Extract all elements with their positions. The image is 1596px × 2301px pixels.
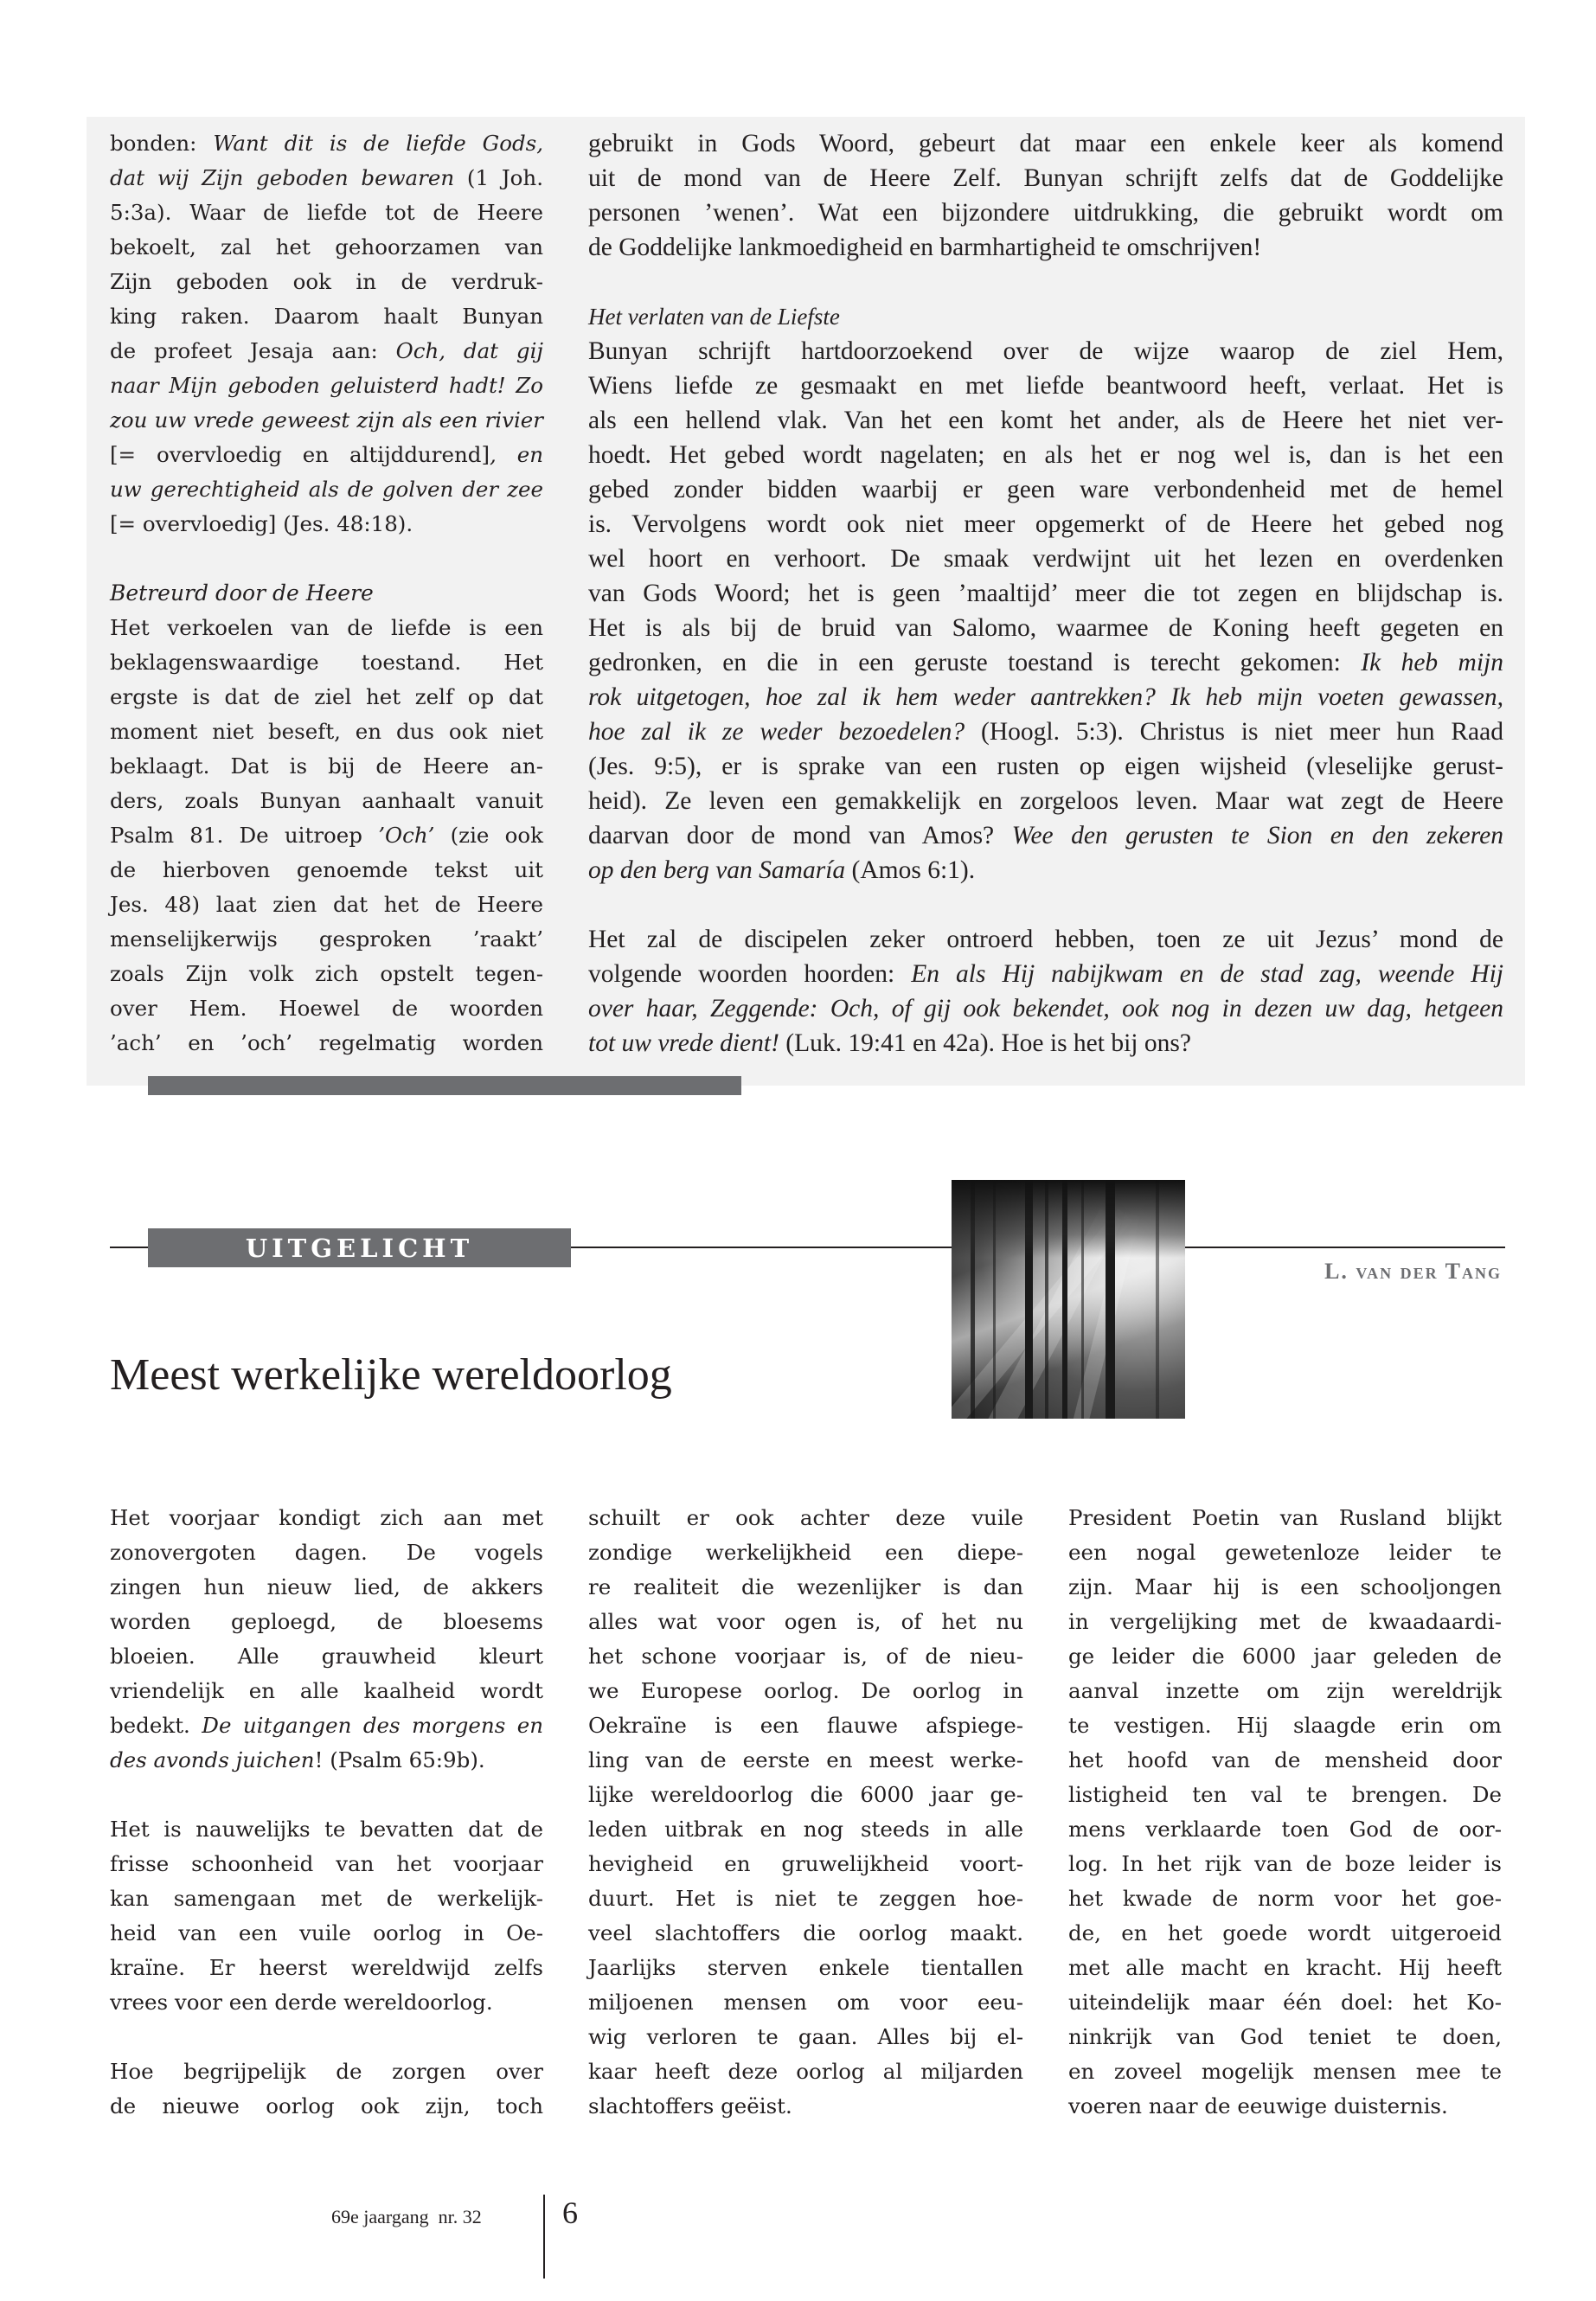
text-run: heid van een vuile oorlog in Oe- [110,1920,543,1945]
text-line [110,299,543,334]
text-line [1068,1639,1502,1674]
text-line [110,334,543,369]
text-line [110,472,543,507]
text-line [110,1026,543,1061]
text-run: gebed zonder bidden waarbij er geen ware verbondenheid met de hemel [588,476,1503,503]
text-line [1068,1570,1502,1605]
text-run: het kwade de norm voor het goe- [1068,1886,1502,1911]
text-run: Jes. 48) laat zien dat het de Heere [110,892,543,917]
italic-quote: uw gerechtigheid als de golven der zee [110,477,543,502]
text-run: vriendelijk en alle kaalheid wordt [110,1678,543,1703]
text-run: beklagenswaardige toestand. Het [110,650,543,675]
text-run: wel hoort en verhoort. De smaak verdwijnt uit het lezen en overdenken [588,545,1503,573]
text-run: zondige werkelijkheid een diepe- [588,1540,1023,1565]
text-line [1068,1535,1502,1570]
previous-article-left-column [110,126,543,1061]
text-line [110,1985,543,2020]
text-line [110,715,543,749]
text-run: worden geploegd, de bloesems [110,1609,543,1634]
italic-quote: , en [490,442,543,467]
text-run: het hoofd van de mensheid door [1068,1747,1502,1772]
text-line [1068,1778,1502,1812]
text-run: ’ach’ en ’och’ regelmatig worden [110,1030,543,1055]
text-line [110,1535,543,1570]
text-line [110,645,543,680]
text-line [588,2054,1023,2089]
text-line [1068,1605,1502,1639]
author-byline: L. van der Tang [1324,1259,1502,1284]
previous-article-right-column [588,126,1503,1061]
text-run: de nieuwe oorlog ook zijn, toch [110,2093,543,2118]
text-run: Oekraïne is een flauwe afspiege- [588,1713,1023,1738]
text-line [588,1605,1023,1639]
text-line [588,818,1503,853]
text-run: moment niet beseft, en dus ook niet [110,719,543,744]
italic-quote: Wee den gerusten te Sion en den zekeren [1011,822,1503,849]
tree-canopy [952,1180,1185,1258]
text-run: (Hoogl. 5:3). Christus is niet meer hun Raad [965,718,1503,746]
article-column-2 [588,1501,1023,2124]
text-run: frisse schoonheid van het voorjaar [110,1851,543,1876]
text-run: zonovergoten dagen. De vogels [110,1540,543,1565]
text-run: de Goddelijke lankmoedigheid en barmhartigheid te omschrijven! [588,234,1262,261]
text-run: vrees voor een derde wereldoorlog. [110,1990,493,2015]
text-run: we Europese oorlog. De oorlog in [588,1678,1023,1703]
text-line [110,2054,543,2089]
text-line [1068,1916,1502,1951]
text-line [110,749,543,784]
text-run: volgende woorden hoorden: [588,960,912,988]
text-line [110,1639,543,1674]
text-line [110,126,543,161]
paragraph-gap [110,2020,543,2054]
text-line [588,161,1503,195]
text-run: voeren naar de eeuwige duisternis. [1068,2093,1448,2118]
text-run: veel slachtoffers die oorlog maakt. [588,1920,1023,1945]
text-line [588,1674,1023,1708]
italic-quote: hoe zal ik ze weder bezoedelen? [588,718,965,746]
text-line [110,1570,543,1605]
text-line [588,611,1503,645]
text-line [110,1674,543,1708]
text-line [588,922,1503,957]
text-run: kraïne. Er heerst wereldwijd zelfs [110,1955,543,1980]
text-line [110,1847,543,1881]
text-line [110,1501,543,1535]
text-run: wig verloren te gaan. Alles bij el- [588,2024,1023,2049]
italic-quote: tot uw vrede dient! [588,1029,779,1057]
text-line [588,1501,1023,1535]
text-line [588,507,1503,542]
text-line [588,369,1503,403]
italic-quote: zou uw vrede geweest zijn als een rivier [110,407,543,433]
text-line [588,438,1503,472]
text-run: hoedt. Het gebed wordt nagelaten; en als het er nog wel is, dan is het een [588,441,1503,469]
text-run: Jaarlijks sterven enkele tientallen [588,1955,1023,1980]
text-run: Bunyan schrijft hartdoorzoekend over de wijze waarop de ziel Hem, [588,337,1503,365]
text-line [1068,1812,1502,1847]
text-line [588,1743,1023,1778]
text-run: Psalm 81. De uitroep [110,823,379,848]
text-run: als een hellend vlak. Van het een komt het ander, als de Heere het niet ver- [588,407,1503,434]
text-line [110,369,543,403]
text-run: personen ’wenen’. Wat een bijzondere uitdrukking, die gebruikt wordt om [588,199,1503,227]
text-run: met alle macht en kracht. Hij heeft [1068,1955,1502,1980]
paragraph-gap [110,1778,543,1812]
text-line [110,1708,543,1743]
text-line [110,1951,543,1985]
text-line [588,472,1503,507]
footer-divider [543,2195,545,2279]
text-run: [= overvloedig en altijddurend] [110,442,490,467]
text-line [588,230,1503,265]
text-run: gebruikt in Gods Woord, gebeurt dat maar een enkele keer als komend [588,130,1503,157]
text-run: 5:3a). Waar de liefde tot de Heere [110,200,543,225]
text-line [588,680,1503,715]
forest-photo [952,1180,1185,1419]
text-run: uit de mond van de Heere Zelf. Bunyan schrijft zelfs dat de Goddelijke [588,164,1503,192]
italic-quote: naar Mijn geboden geluisterd hadt! Zo [110,373,543,398]
text-run: Zijn geboden ook in de verdruk- [110,269,543,294]
text-run: bekoelt, zal het gehoorzamen van [110,234,543,260]
text-line [588,1881,1023,1916]
text-run: alles wat voor ogen is, of het nu [588,1609,1023,1634]
text-run: Het is nauwelijks te bevatten dat de [110,1817,543,1842]
text-run: een nogal gewetenloze leider te [1068,1540,1502,1565]
text-run: Wiens liefde ze gesmaakt en met liefde beantwoord heeft, verlaat. Het is [588,372,1503,400]
text-run: schuilt er ook achter deze vuile [588,1505,1023,1530]
paragraph-gap [588,888,1503,922]
text-line [588,1778,1023,1812]
text-run: en zoveel mogelijk mensen mee te [1068,2059,1502,2084]
text-line [1068,1708,1502,1743]
text-run: (Amos 6:1). [845,856,976,884]
text-line [588,1639,1023,1674]
page-number: 6 [562,2195,578,2230]
subheading: Het verlaten van de Liefste [588,304,840,330]
paragraph-gap [110,542,543,576]
text-line [110,611,543,645]
text-line [588,542,1503,576]
text-line [110,507,543,542]
text-line [1068,2089,1502,2124]
paragraph-gap [588,265,1503,299]
text-run: hevigheid en gruwelijkheid voort- [588,1851,1023,1876]
panel-accent-bar [148,1076,741,1095]
text-run: log. In het rijk van de boze leider is [1068,1851,1502,1876]
text-line [588,2089,1023,2124]
text-line [588,1951,1023,1985]
italic-quote: Och, dat gij [395,338,544,363]
text-line [110,1812,543,1847]
italic-quote: Ik heb mijn [1361,649,1503,676]
text-run: de profeet Jesaja aan: [110,338,396,363]
italic-quote: des avonds juichen [110,1747,315,1772]
text-run: ergste is dat de ziel het zelf op dat [110,684,543,709]
text-run: Het voorjaar kondigt zich aan met [110,1505,543,1530]
text-line [1068,1743,1502,1778]
text-line [110,680,543,715]
text-run: zoals Zijn volk zich opstelt tegen- [110,961,543,986]
text-run: van Gods Woord; het is geen ’maaltijd’ meer die tot zegen en blijdschap is. [588,580,1503,607]
text-line [110,1743,543,1778]
text-run: Het zal de discipelen zeker ontroerd hebben, toen ze uit Jezus’ mond de [588,926,1503,953]
text-run: zijn. Maar hij is een schooljongen [1068,1574,1502,1599]
text-line [110,265,543,299]
text-run: ders, zoals Bunyan aanhaalt vanuit [110,788,543,813]
text-line [110,818,543,853]
text-run: re realiteit die wezenlijker is dan [588,1574,1023,1599]
text-line [110,2089,543,2124]
italic-quote: op den berg van Samaría [588,856,846,884]
text-line [588,957,1503,991]
text-run: daarvan door de mond van Amos? [588,822,1012,849]
text-run: beklaagt. Dat is bij de Heere an- [110,753,543,779]
text-line [588,1916,1023,1951]
text-line [110,888,543,922]
text-run: ninkrijk van God teniet te doen, [1068,2024,1502,2049]
text-run: slachtoffers geëist. [588,2093,792,2118]
text-run: bloeien. Alle grauwheid kleurt [110,1644,543,1669]
text-run: [= overvloedig] (Jes. 48:18). [110,511,413,536]
article-column-3 [1068,1501,1502,2124]
text-run: listigheid ten val te brengen. De [1068,1782,1502,1807]
section-label: UITGELICHT [148,1228,571,1267]
text-run: Hoe begrijpelijk de zorgen over [110,2059,543,2084]
text-line [110,957,543,991]
text-run: de, en het goede wordt uitgeroeid [1068,1920,1502,1945]
text-line [588,645,1503,680]
text-run: miljoenen mensen om voor eeu- [588,1990,1023,2015]
text-line [110,784,543,818]
text-line [1068,2020,1502,2054]
text-line [110,195,543,230]
text-run: het schone voorjaar is, of de nieu- [588,1644,1023,1669]
text-line [110,1881,543,1916]
text-line [588,784,1503,818]
text-line [588,853,1503,888]
text-run: ! (Psalm 65:9b). [314,1747,485,1772]
text-line [110,403,543,438]
italic-quote: dat wij Zijn geboden bewaren [110,165,455,190]
text-run: heid). Ze leven een gemakkelijk en zorgeloos leven. Maar wat zegt de Heere [588,787,1503,815]
text-line [1068,1847,1502,1881]
italic-quote: Want dit is de liefde Gods, [213,131,544,156]
italic-quote: En als Hij nabijkwam en de stad zag, weende Hij [911,960,1503,988]
text-line [110,991,543,1026]
text-run: in vergelijking met de kwaadaardi- [1068,1609,1502,1634]
text-run: menselijkerwijs gesproken ’raakt’ [110,926,543,952]
text-line [1068,1674,1502,1708]
text-line [588,1535,1023,1570]
text-run: (1 Joh. [454,165,543,190]
text-run: de hierboven genoemde tekst uit [110,857,543,882]
italic-quote: rok uitgetogen, hoe zal ik hem weder aantrekken? Ik heb mijn voeten gewassen, [588,683,1503,711]
text-run: leden uitbrak en nog steeds in alle [588,1817,1023,1842]
text-run: duurt. Het is niet te zeggen hoe- [588,1886,1023,1911]
text-run: (Luk. 19:41 en 42a). Hoe is het bij ons? [779,1029,1191,1057]
text-line [588,1847,1023,1881]
text-run: aanval inzette om zijn wereldrijk [1068,1678,1502,1703]
text-line [588,1812,1023,1847]
text-run: bedekt. [110,1713,202,1738]
article-title: Meest werkelijke wereldoorlog [110,1350,672,1400]
text-line [1068,2054,1502,2089]
text-line [588,576,1503,611]
text-run: mens verklaarde toen God de oor- [1068,1817,1502,1842]
text-run: ling van de eerste en meest werke- [588,1747,1023,1772]
text-line [588,991,1503,1026]
issue-info: 69e jaargang nr. 32 [331,2206,482,2227]
text-line [588,403,1503,438]
text-line [588,749,1503,784]
italic-quote: De uitgangen des morgens en [202,1713,543,1738]
text-line [110,1605,543,1639]
text-run: Het verkoelen van de liefde is een [110,615,543,640]
text-line [588,195,1503,230]
text-line [1068,1951,1502,1985]
text-line [110,1916,543,1951]
text-line [588,1570,1023,1605]
italic-quote: ’Och’ [378,823,435,848]
text-run: uiteindelijk maar één doel: het Ko- [1068,1990,1502,2015]
text-run: is. Vervolgens wordt ook niet meer opgemerkt of de Heere het gebed nog [588,510,1503,538]
text-line [588,1985,1023,2020]
text-line [588,1026,1503,1061]
text-run: Het is als bij de bruid van Salomo, waarmee de Koning heeft gegeten en [588,614,1503,642]
text-line [588,126,1503,161]
subheading: Betreurd door de Heere [110,580,374,606]
text-line [110,161,543,195]
text-run: ge leider die 6000 jaar geleden de [1068,1644,1502,1669]
text-run: (Jes. 9:5), er is sprake van een rusten op eigen wijsheid (vleselijke gerust- [588,753,1503,780]
text-line [588,334,1503,369]
text-run: lijke wereldoorlog die 6000 jaar ge- [588,1782,1023,1807]
text-run: bonden: [110,131,214,156]
text-line [110,230,543,265]
text-run: (zie ook [434,823,543,848]
text-line [110,922,543,957]
text-line [588,2020,1023,2054]
text-run: over Hem. Hoewel de woorden [110,996,543,1021]
text-run: kan samengaan met de werkelijk- [110,1886,543,1911]
text-run: king raken. Daarom haalt Bunyan [110,304,543,329]
text-line [588,1708,1023,1743]
text-line [588,715,1503,749]
section-rule-right [1185,1247,1505,1248]
italic-quote: over haar, Zeggende: Och, of gij ook bekendet, ook nog in dezen uw dag, hetgeen [588,995,1503,1022]
text-line [110,438,543,472]
article-column-1 [110,1501,543,2124]
text-line [1068,1985,1502,2020]
text-line [110,853,543,888]
text-line [1068,1501,1502,1535]
text-run: President Poetin van Rusland blijkt [1068,1505,1502,1530]
text-run: gedronken, en die in een geruste toestand is terecht gekomen: [588,649,1362,676]
text-run: kaar heeft deze oorlog al miljarden [588,2059,1023,2084]
text-run: zingen hun nieuw lied, de akkers [110,1574,543,1599]
text-line [1068,1881,1502,1916]
text-run: te vestigen. Hij slaagde erin om [1068,1713,1502,1738]
